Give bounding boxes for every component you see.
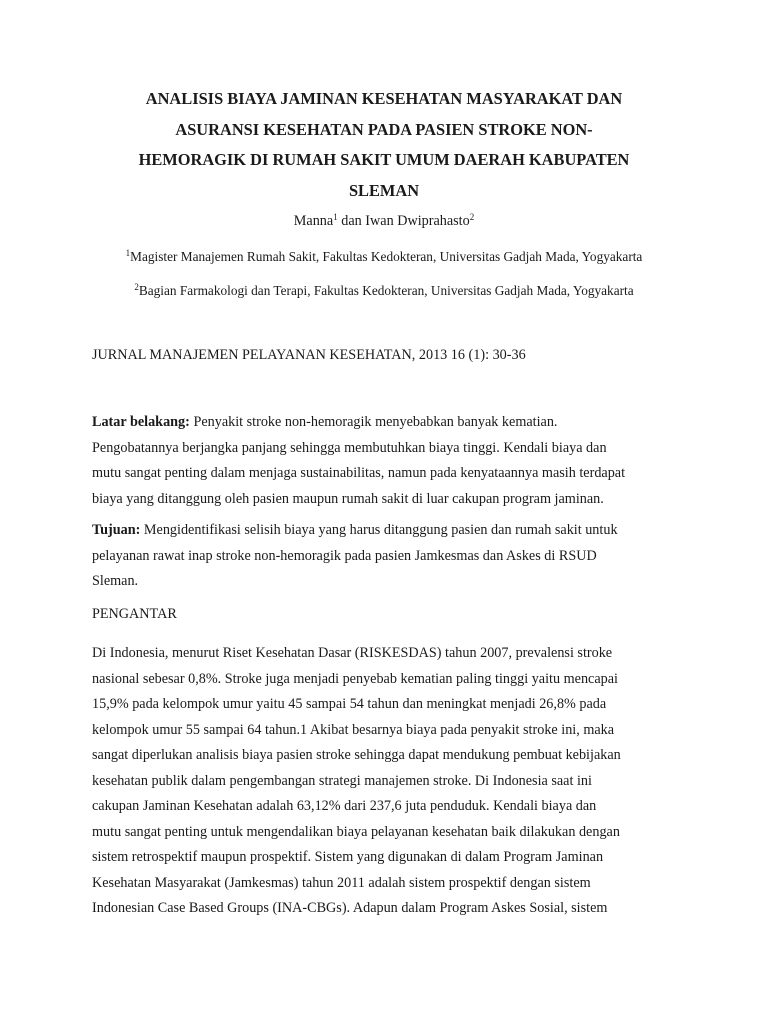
paragraph-line: Di Indonesia, menurut Riset Kesehatan Dasar (RISKESDAS) tahun 2007, prevalensi stroke — [92, 645, 613, 661]
paragraph-line: 15,9% pada kelompok umur yaitu 45 sampai 54 tahun dan meningkat menjadi 26,8% pada — [92, 696, 607, 712]
abstract-objective — [92, 518, 692, 595]
paragraph-line: Kesehatan Masyarakat (Jamkesmas) tahun 2011 adalah sistem prospektif dengan sistem — [92, 874, 591, 891]
author-name: Manna — [293, 213, 334, 229]
affiliation-superscript: 1 — [125, 248, 131, 258]
paragraph-line — [92, 410, 692, 436]
affiliation-superscript: 2 — [134, 282, 139, 292]
paragraph-line: pelayanan rawat inap stroke non-hemoragik pada pasien Jamkesmas dan Askes di RSUD — [92, 547, 597, 564]
author-name: Iwan Dwiprahasto — [365, 213, 470, 229]
paragraph-line: sistem retrospektif maupun prospektif. Sistem yang digunakan di dalam Program Jaminan — [92, 849, 604, 865]
paragraph-text: Mengidentifikasi selisih biaya yang harus ditanggung pasien dan rumah sakit untuk — [140, 522, 618, 538]
paragraph-line — [92, 518, 692, 544]
title-line: SLEMAN — [348, 180, 420, 200]
paragraph-line: Pengobatannya berjangka panjang sehingga membutuhkan biaya tinggi. Kendali biaya dan — [92, 439, 607, 456]
affiliation-text: Magister Manajemen Rumah Sakit, Fakultas Kedokteran, Universitas Gadjah Mada, Yogyakarta — [130, 249, 643, 264]
paragraph-line: mutu sangat penting untuk mengendalikan biaya pelayanan kesehatan baik dilakukan dengan — [92, 823, 620, 840]
author-superscript: 2 — [469, 212, 475, 222]
paragraph-line: Indonesian Case Based Groups (INA-CBGs). Adapun dalam Program Askes Sosial, sistem — [92, 900, 608, 916]
paragraph-line: Sleman. — [92, 573, 139, 589]
section-label: Latar belakang: — [92, 414, 190, 430]
paragraph-line: sangat diperlukan analisis biaya pasien stroke sehingga dapat mendukung pembuat kebijakan — [92, 747, 621, 763]
author-conjunction: dan — [337, 213, 366, 229]
paragraph-text: Penyakit stroke non-hemoragik menyebabkan banyak kematian. — [189, 414, 558, 430]
affiliation — [0, 281, 768, 301]
abstract-background — [92, 410, 692, 512]
paragraph-line: nasional sebesar 0,8%. Stroke juga menjadi penyebab kematian paling tinggi yaitu mencapai — [92, 670, 618, 687]
introduction-paragraph — [92, 641, 692, 922]
paragraph-line: cakupan Jaminan Kesehatan adalah 63,12% dari 237,6 juta penduduk. Kendali biaya dan — [92, 798, 597, 814]
affiliation — [0, 247, 768, 267]
title-line: ANALISIS BIAYA JAMINAN KESEHATAN MASYARAKAT DAN — [145, 89, 623, 108]
section-label: Tujuan: — [92, 522, 141, 538]
title-line: HEMORAGIK DI RUMAH SAKIT UMUM DAERAH KABUPATEN — [138, 150, 630, 169]
paragraph-line: biaya yang ditanggung oleh pasien maupun rumah sakit di luar cakupan program jaminan. — [92, 490, 604, 507]
title-line: ASURANSI KESEHATAN PADA PASIEN STROKE NON- — [175, 119, 593, 139]
author-line — [0, 211, 768, 231]
affiliation-text: Bagian Farmakologi dan Terapi, Fakultas Kedokteran, Universitas Gadjah Mada, Yogyakarta — [138, 283, 634, 298]
paragraph-line: kelompok umur 55 sampai 64 tahun.1 Akibat besarnya biaya pada penyakit stroke ini, maka — [92, 721, 615, 738]
paper-title — [70, 84, 698, 206]
author-superscript: 1 — [333, 212, 338, 222]
section-heading: PENGANTAR — [92, 606, 177, 622]
journal-citation: JURNAL MANAJEMEN PELAYANAN KESEHATAN, 2013 16 (1): 30-36 — [92, 347, 526, 363]
paragraph-line: kesehatan publik dalam pengembangan strategi manajemen stroke. Di Indonesia saat ini — [92, 772, 592, 789]
paragraph-line: mutu sangat penting dalam menjaga sustainabilitas, namun pada kenyataannya masih terdapat — [92, 465, 626, 481]
